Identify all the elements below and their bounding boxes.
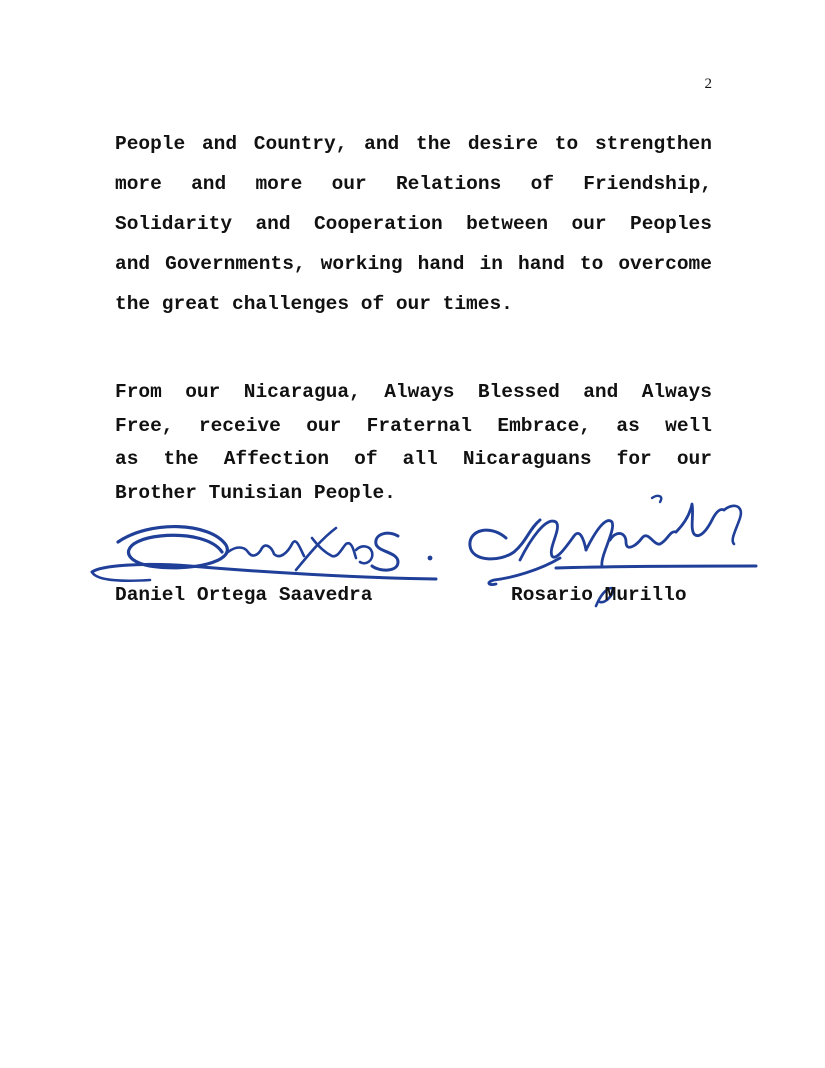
word: our xyxy=(306,414,342,437)
text-line xyxy=(115,210,712,250)
signature-stroke xyxy=(724,506,741,544)
word: Always xyxy=(384,381,455,403)
signature-ortega xyxy=(92,527,436,581)
word: to xyxy=(554,133,579,155)
signature-stroke xyxy=(92,572,150,581)
word: receive xyxy=(198,414,281,437)
word: the xyxy=(416,133,452,155)
word: our xyxy=(331,173,367,195)
word: for xyxy=(616,448,652,471)
signature-stroke xyxy=(356,546,372,563)
word: hand xyxy=(518,253,565,275)
page-number: 2 xyxy=(704,76,712,92)
text-line xyxy=(115,445,712,479)
word: Country, xyxy=(253,133,348,155)
body-paragraph-2 xyxy=(115,378,712,512)
word: working xyxy=(320,253,403,275)
word: all xyxy=(402,448,438,471)
signature-stroke xyxy=(92,564,436,579)
word: our xyxy=(185,381,221,403)
text-line xyxy=(115,170,712,210)
word: the xyxy=(163,448,199,471)
word: and xyxy=(115,253,151,275)
word: more xyxy=(115,173,162,195)
signature-stroke xyxy=(312,538,356,558)
word: as xyxy=(115,448,139,471)
text-line xyxy=(115,250,712,290)
word: overcome xyxy=(618,253,712,275)
signer-name-murillo: Rosario Murillo xyxy=(511,584,687,606)
text-line xyxy=(115,412,712,446)
signature-stroke xyxy=(610,532,676,547)
signature-stroke xyxy=(372,533,398,570)
word: as xyxy=(616,414,640,437)
word: Affection xyxy=(223,448,330,471)
word: of xyxy=(354,448,378,471)
word: our xyxy=(676,448,712,471)
word: hand xyxy=(417,253,465,275)
text-line: Brother Tunisian People. xyxy=(115,481,396,504)
word: Free, xyxy=(115,414,174,437)
signature-stroke xyxy=(428,556,433,561)
signature-stroke xyxy=(586,521,613,566)
word: well xyxy=(665,414,712,437)
word: Embrace, xyxy=(497,414,591,437)
body-paragraph-1 xyxy=(115,130,712,330)
text-line xyxy=(115,130,712,170)
word: and xyxy=(201,133,238,155)
word: Fraternal xyxy=(366,414,472,437)
word: our xyxy=(571,213,607,235)
signer-name-ortega: Daniel Ortega Saavedra xyxy=(115,584,373,606)
signature-stroke xyxy=(296,528,336,570)
word: of xyxy=(530,173,554,195)
word: and xyxy=(583,381,619,403)
word: more xyxy=(255,173,303,195)
text-line xyxy=(115,378,712,412)
signature-stroke xyxy=(556,566,756,568)
word: Blessed xyxy=(477,381,560,403)
word: desire xyxy=(467,133,539,155)
word: and xyxy=(255,213,291,235)
word: and xyxy=(191,173,227,195)
word: From xyxy=(115,381,162,403)
word: Friendship, xyxy=(583,173,712,195)
signature-stroke xyxy=(520,521,586,560)
word: Governments, xyxy=(165,253,306,275)
word: People xyxy=(115,133,186,155)
word: between xyxy=(466,213,549,235)
word: Peoples xyxy=(630,213,712,235)
signature-stroke xyxy=(470,520,540,559)
word: Relations xyxy=(395,173,502,195)
word: to xyxy=(579,253,604,275)
word: Nicaraguans xyxy=(462,448,592,471)
word: Solidarity xyxy=(115,213,233,235)
word: Cooperation xyxy=(313,213,443,235)
word: strengthen xyxy=(594,133,712,155)
signature-stroke xyxy=(118,527,227,568)
text-line: the great challenges of our times. xyxy=(115,293,513,315)
word: Nicaragua, xyxy=(243,381,361,403)
signature-stroke xyxy=(489,558,560,585)
word: in xyxy=(479,253,503,275)
word: Always xyxy=(641,381,712,403)
signature-stroke xyxy=(228,541,304,556)
word: and xyxy=(364,133,400,155)
